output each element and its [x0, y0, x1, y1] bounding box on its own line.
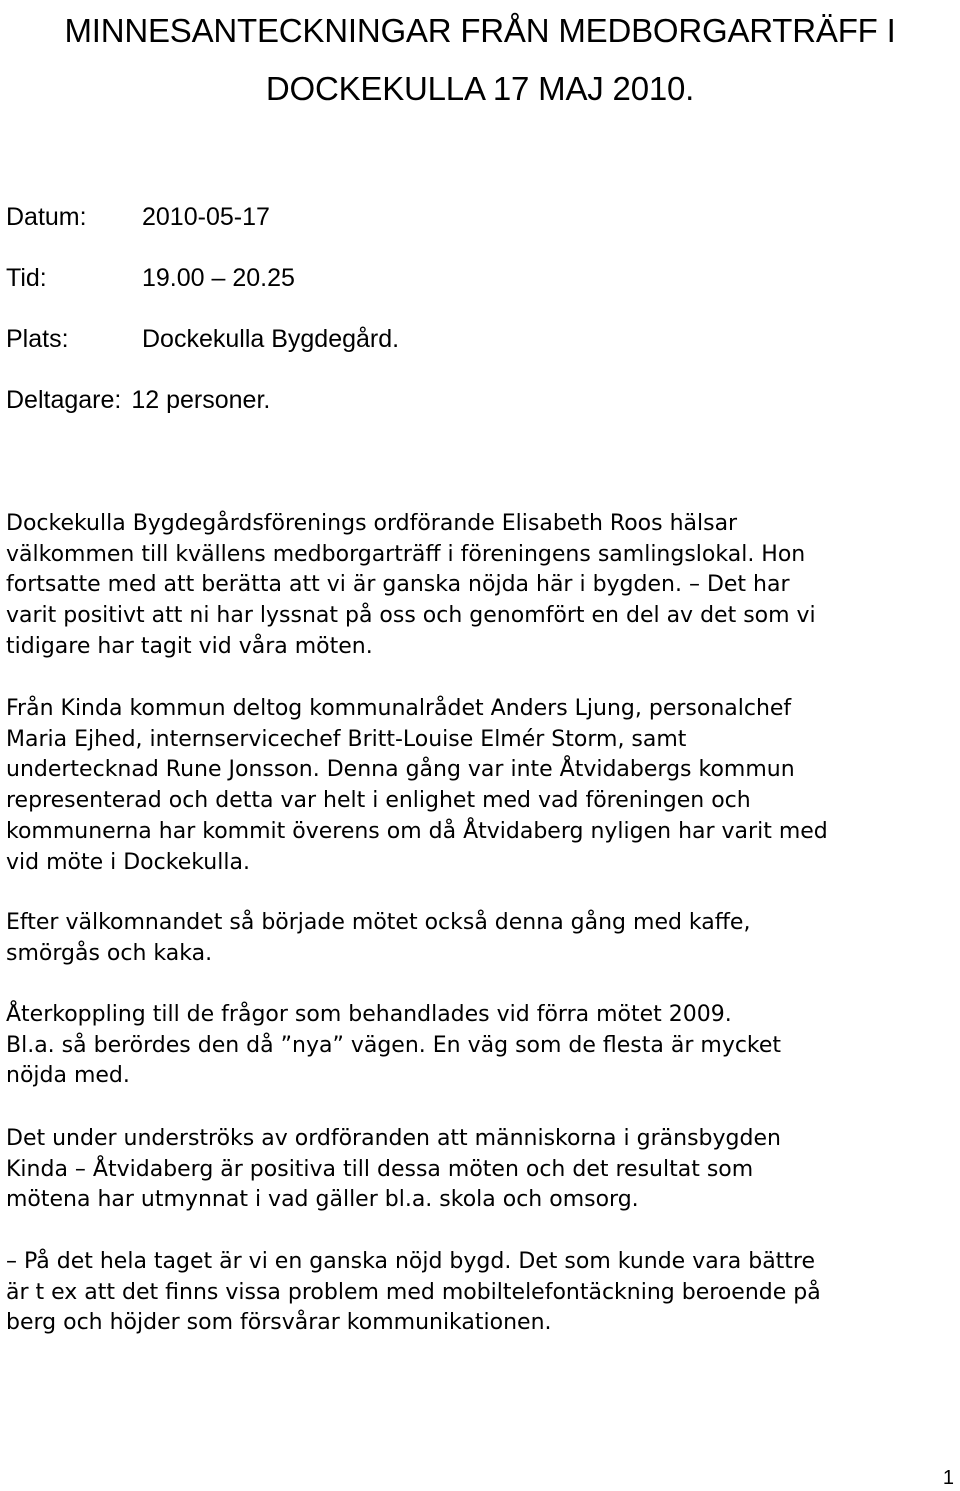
text-line: undertecknad Rune Jonsson. Denna gång var inte Åtvidabergs kommun	[6, 757, 795, 783]
text-line: välkommen till kvällens medborgarträff i föreningens samlingslokal. Hon	[6, 541, 806, 567]
paragraph-summary	[6, 1247, 958, 1339]
paragraph-welcome	[6, 509, 958, 663]
text-line: – På det hela taget är vi en ganska nöjd bygd. Det som kunde vara bättre	[6, 1249, 816, 1274]
participants-label: Deltagare:	[6, 386, 122, 414]
page-number: 1	[942, 1467, 954, 1489]
title-line-1: MINNESANTECKNINGAR FRÅN MEDBORGARTRÄFF I	[64, 12, 896, 49]
text-line: mötena har utmynnat i vad gäller bl.a. skola och omsorg.	[6, 1187, 639, 1213]
paragraph-followup	[6, 1000, 958, 1092]
text-line: Det under underströks av ordföranden att människorna i gränsbygden	[6, 1126, 781, 1151]
text-line: nöjda med.	[6, 1063, 130, 1089]
text-line: kommunerna har kommit överens om då Åtvidaberg nyligen har varit med	[6, 818, 828, 844]
text-line: tidigare har tagit vid våra möten.	[6, 633, 373, 659]
text-line: Dockekulla Bygdegårdsförenings ordförande Elisabeth Roos hälsar	[6, 511, 738, 536]
date-label: Datum:	[6, 203, 87, 231]
text-line: Efter välkomnandet så började mötet också denna gång med kaffe,	[6, 910, 751, 935]
text-line: fortsatte med att berätta att vi är ganska nöjda här i bygden. – Det har	[6, 572, 790, 598]
text-line: Bl.a. så berördes den då ”nya” vägen. En väg som de flesta är mycket	[6, 1032, 782, 1058]
title-line-2: DOCKEKULLA 17 MAJ 2010.	[265, 70, 695, 107]
place-value: Dockekulla Bygdegård.	[142, 325, 400, 353]
meta-date	[6, 202, 270, 232]
text-line: varit positivt att ni har lyssnat på oss och genomfört en del av det som vi	[6, 603, 816, 629]
text-line: berg och höjder som försvårar kommunikationen.	[6, 1310, 552, 1336]
document-title	[0, 2, 960, 118]
place-label: Plats:	[6, 325, 69, 353]
paragraph-border-region	[6, 1124, 958, 1216]
meta-place	[6, 324, 399, 354]
time-label: Tid:	[6, 264, 47, 292]
text-line: Från Kinda kommun deltog kommunalrådet Anders Ljung, personalchef	[6, 696, 792, 721]
text-line: är t ex att det finns vissa problem med mobiltelefontäckning beroende på	[6, 1279, 821, 1305]
meta-time	[6, 263, 295, 293]
text-line: Återkoppling till de frågor som behandlades vid förra mötet 2009.	[6, 1002, 732, 1027]
paragraph-coffee	[6, 908, 958, 969]
text-line: Kinda – Åtvidaberg är positiva till dessa möten och det resultat som	[6, 1156, 754, 1182]
participants-value: 12 personer.	[131, 386, 271, 414]
paragraph-attendees	[6, 694, 958, 878]
date-value: 2010-05-17	[142, 203, 270, 231]
meta-participants	[6, 385, 270, 415]
time-value: 19.00 – 20.25	[142, 264, 295, 292]
text-line: Maria Ejhed, internservicechef Britt-Louise Elmér Storm, samt	[6, 726, 687, 752]
text-line: vid möte i Dockekulla.	[6, 849, 250, 875]
text-line: smörgås och kaka.	[6, 940, 213, 966]
text-line: representerad och detta var helt i enlighet med vad föreningen och	[6, 788, 751, 814]
